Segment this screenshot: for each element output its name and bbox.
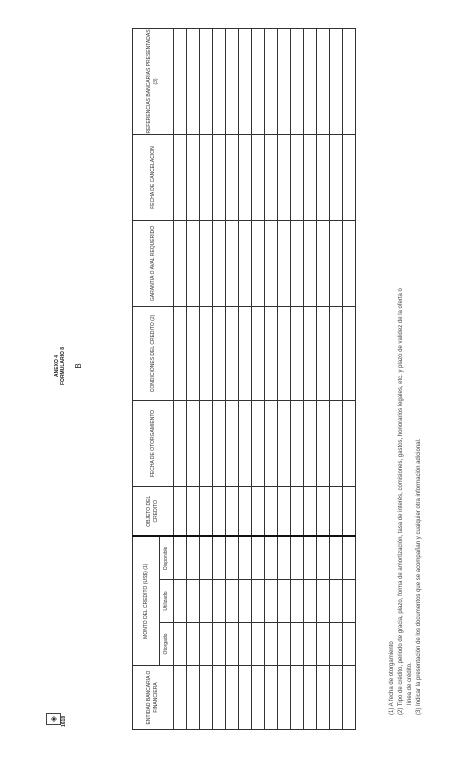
table-cell	[226, 623, 239, 666]
table-cell	[304, 306, 317, 400]
table-cell	[213, 400, 226, 486]
form-title: FORMULARIO 8	[60, 346, 66, 385]
credit-table	[132, 28, 356, 730]
table-cell	[291, 666, 304, 730]
table-cell	[278, 306, 291, 400]
table-cell	[330, 580, 343, 623]
col-otorgado: Otorgado	[160, 623, 174, 666]
table-cell	[278, 400, 291, 486]
table-cell	[304, 400, 317, 486]
table-cell	[265, 666, 278, 730]
table-body	[174, 28, 356, 729]
table-cell	[265, 486, 278, 536]
table-cell	[291, 306, 304, 400]
table-cell	[304, 666, 317, 730]
table-cell	[174, 28, 187, 134]
table-cell	[200, 400, 213, 486]
table-cell	[239, 134, 252, 220]
table-cell	[304, 486, 317, 536]
footnote-2: (2) Tipo de crédito, periodo de gracia, plazo, forma de amortización, tasa de interés, comisiones, gastos, honorarios legales, etc. y plazo de validez de la oferta o	[398, 288, 404, 715]
table-cell	[239, 306, 252, 400]
table-cell	[317, 666, 330, 730]
col-objeto: OBJETO DEL CREDITO	[133, 486, 174, 536]
footnote-2-continued: línea de crédito.	[407, 662, 413, 705]
table-cell	[304, 536, 317, 579]
col-condiciones: CONDICIONES DEL CREDITO (2)	[133, 306, 174, 400]
seal-icon: ◈	[46, 713, 61, 725]
col-monto: MONTO DEL CREDITO (US$) (1)	[133, 536, 160, 665]
col-disponible: Disponible	[160, 536, 174, 579]
table-cell	[213, 28, 226, 134]
annex-label: ANEXO 4	[54, 355, 60, 377]
table-cell	[304, 28, 317, 134]
table-cell	[343, 306, 356, 400]
table-cell	[187, 666, 200, 730]
table-row	[239, 28, 252, 729]
table-cell	[330, 134, 343, 220]
col-fecha-cancelacion: FECHA DE CANCELACION	[133, 134, 174, 220]
table-cell	[200, 666, 213, 730]
table-cell	[265, 623, 278, 666]
table-cell	[239, 400, 252, 486]
footnote-1: (1) A fecha de otorgamiento	[389, 641, 395, 715]
table-cell	[252, 400, 265, 486]
table-cell	[226, 580, 239, 623]
table-cell	[278, 486, 291, 536]
table-cell	[252, 28, 265, 134]
table-cell	[226, 400, 239, 486]
table-cell	[317, 623, 330, 666]
table-cell	[174, 536, 187, 579]
table-cell	[213, 623, 226, 666]
table-cell	[278, 623, 291, 666]
table-cell	[187, 623, 200, 666]
table-cell	[343, 536, 356, 579]
table-cell	[226, 134, 239, 220]
table-cell	[291, 580, 304, 623]
col-garantia: GARANTIA O AVAL REQUERIDO	[133, 220, 174, 306]
table-cell	[265, 536, 278, 579]
table-cell	[330, 536, 343, 579]
table-cell	[330, 400, 343, 486]
table-cell	[239, 580, 252, 623]
table-cell	[174, 306, 187, 400]
table-cell	[317, 306, 330, 400]
col-referencias: REFERENCIAS BANCARIAS PRESENTADAS (3)	[133, 28, 174, 134]
table-cell	[343, 486, 356, 536]
table-cell	[291, 486, 304, 536]
table-cell	[343, 134, 356, 220]
table-cell	[187, 306, 200, 400]
table-cell	[317, 486, 330, 536]
table-cell	[252, 486, 265, 536]
table-cell	[226, 666, 239, 730]
table-cell	[265, 306, 278, 400]
table-cell	[239, 220, 252, 306]
table-row	[187, 28, 200, 729]
table-row	[291, 28, 304, 729]
table-row	[174, 28, 187, 729]
table-cell	[226, 306, 239, 400]
table-cell	[200, 28, 213, 134]
table-row	[343, 28, 356, 729]
table-row	[226, 28, 239, 729]
table-cell	[330, 666, 343, 730]
table-cell	[174, 666, 187, 730]
table-row	[304, 28, 317, 729]
table-row	[252, 28, 265, 729]
footnotes	[388, 25, 424, 715]
table-cell	[278, 220, 291, 306]
table-cell	[291, 400, 304, 486]
table-cell	[265, 400, 278, 486]
table-cell	[252, 536, 265, 579]
table-cell	[265, 220, 278, 306]
table-cell	[213, 580, 226, 623]
footnote-3: (3) Indicar la presentación de los documentos que se acompañan y cualquier otra información adicional.	[416, 438, 422, 715]
table-cell	[252, 623, 265, 666]
table-cell	[317, 536, 330, 579]
table-cell	[304, 623, 317, 666]
table-cell	[187, 580, 200, 623]
table-cell	[213, 134, 226, 220]
table-cell	[213, 306, 226, 400]
table-cell	[343, 28, 356, 134]
page-header	[54, 347, 83, 385]
table-cell	[174, 580, 187, 623]
table-cell	[187, 536, 200, 579]
table-cell	[226, 220, 239, 306]
table-cell	[278, 666, 291, 730]
table-cell	[200, 306, 213, 400]
table-cell	[226, 486, 239, 536]
table-cell	[252, 220, 265, 306]
table-cell	[239, 536, 252, 579]
table-cell	[200, 580, 213, 623]
table-cell	[239, 28, 252, 134]
table-cell	[252, 666, 265, 730]
table-row	[213, 28, 226, 729]
table-cell	[265, 134, 278, 220]
table-cell	[278, 580, 291, 623]
table-cell	[304, 580, 317, 623]
table-cell	[239, 486, 252, 536]
table-cell	[213, 486, 226, 536]
table-cell	[317, 134, 330, 220]
table-cell	[317, 220, 330, 306]
table-cell	[291, 220, 304, 306]
table-cell	[226, 28, 239, 134]
table-cell	[343, 666, 356, 730]
table-cell	[343, 623, 356, 666]
table-cell	[330, 28, 343, 134]
table-row	[330, 28, 343, 729]
table-cell	[291, 536, 304, 579]
col-entidad: ENTIDAD BANCARIA O FINANCIERA	[133, 666, 174, 730]
table-cell	[278, 134, 291, 220]
table-cell	[278, 28, 291, 134]
table-cell	[200, 134, 213, 220]
table-cell	[291, 28, 304, 134]
col-utilizado: Utilizado	[160, 580, 174, 623]
table-cell	[343, 580, 356, 623]
table-cell	[343, 220, 356, 306]
form-letter: B	[74, 363, 83, 369]
table-cell	[174, 134, 187, 220]
table-cell	[265, 580, 278, 623]
table-cell	[278, 536, 291, 579]
table-cell	[187, 134, 200, 220]
table-cell	[213, 666, 226, 730]
table-cell	[200, 536, 213, 579]
table-cell	[174, 623, 187, 666]
table-cell	[330, 486, 343, 536]
table-cell	[174, 486, 187, 536]
table-row	[200, 28, 213, 729]
form-number: 1618	[61, 715, 67, 727]
table-cell	[239, 666, 252, 730]
table-cell	[213, 220, 226, 306]
table-cell	[304, 134, 317, 220]
table-cell	[213, 536, 226, 579]
table-cell	[187, 220, 200, 306]
table-cell	[343, 400, 356, 486]
table-cell	[252, 306, 265, 400]
table-cell	[317, 400, 330, 486]
table-cell	[330, 623, 343, 666]
table-cell	[226, 536, 239, 579]
table-row	[265, 28, 278, 729]
header-row	[133, 28, 160, 729]
table-cell	[187, 28, 200, 134]
col-fecha-otorgamiento: FECHA DE OTORGAMIENTO	[133, 400, 174, 486]
table-cell	[252, 134, 265, 220]
table-cell	[330, 306, 343, 400]
table-row	[317, 28, 330, 729]
table-cell	[174, 220, 187, 306]
table-row	[278, 28, 291, 729]
table-cell	[265, 28, 278, 134]
table-cell	[200, 220, 213, 306]
table-cell	[174, 400, 187, 486]
table-cell	[187, 400, 200, 486]
table-cell	[200, 623, 213, 666]
table-cell	[304, 220, 317, 306]
table-cell	[239, 623, 252, 666]
table-cell	[330, 220, 343, 306]
table-cell	[252, 580, 265, 623]
table-cell	[291, 134, 304, 220]
table-cell	[317, 580, 330, 623]
table-cell	[291, 623, 304, 666]
table-cell	[200, 486, 213, 536]
table-cell	[187, 486, 200, 536]
table-cell	[317, 28, 330, 134]
